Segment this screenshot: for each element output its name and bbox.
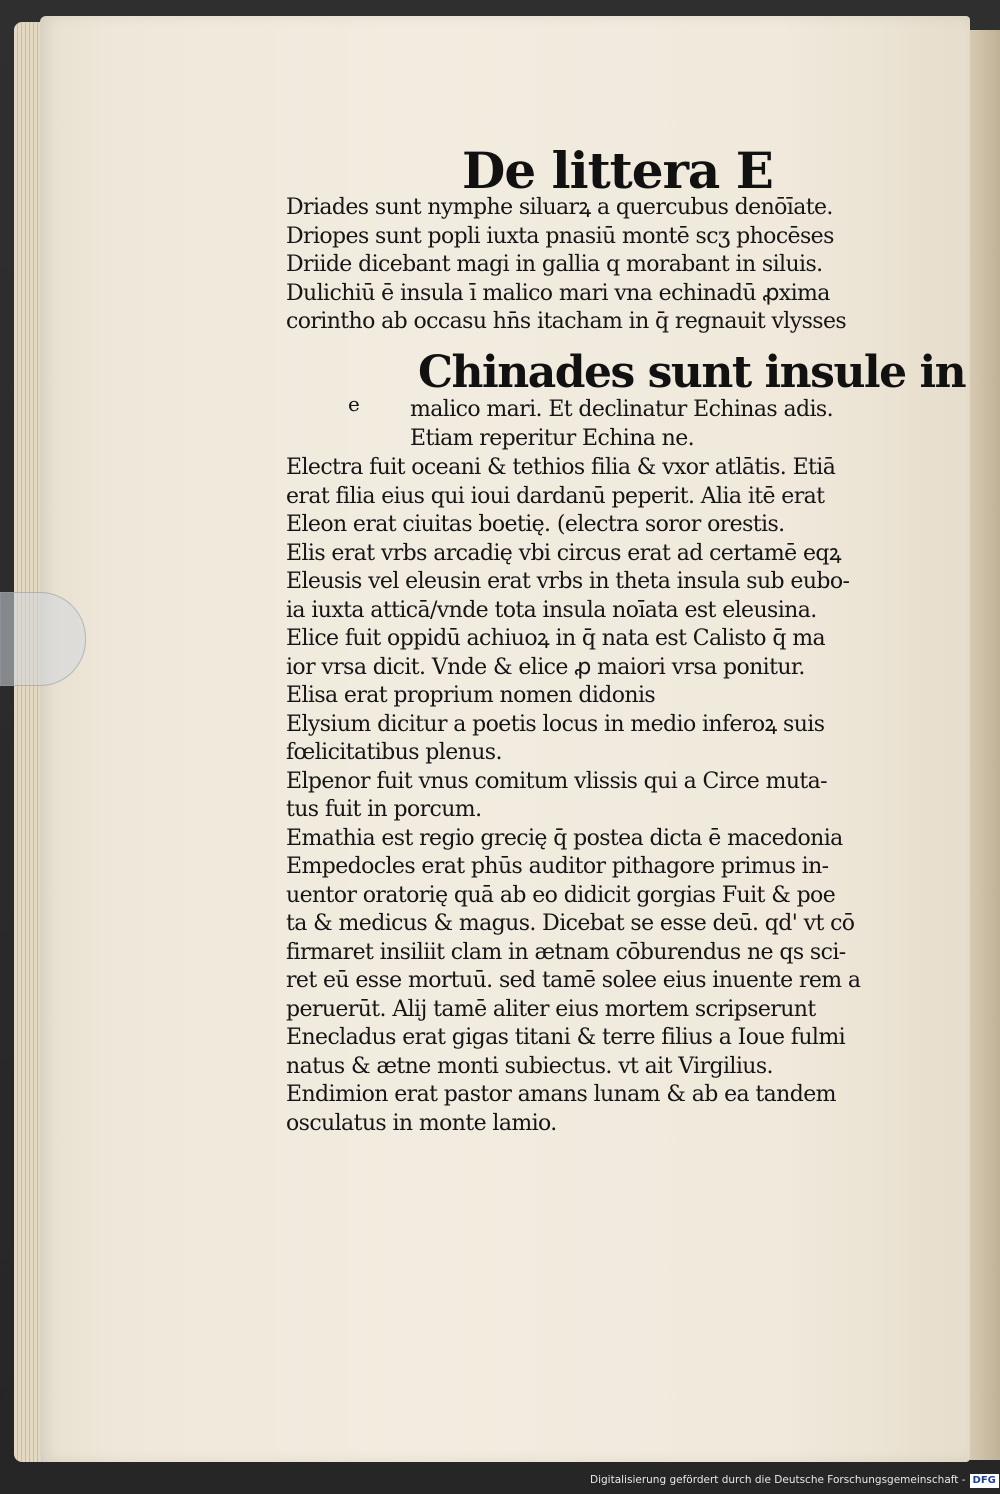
text-block-2 (410, 396, 900, 453)
text-line: osculatus in monte lamio. (286, 1110, 557, 1136)
credit-text: Digitalisierung gefördert durch die Deutsche Forschungsgemeinschaft - (590, 1474, 966, 1486)
text-line: Eleusis vel eleusin erat vrbs in theta insula sub eubo- (286, 569, 850, 594)
text-line: malico mari. Et declinatur Echinas adis. (410, 397, 833, 422)
text-line: Endimion erat pastor amans lunam & ab ea tandem (286, 1082, 836, 1107)
text-line: Etiam reperitur Echina ne. (410, 425, 695, 451)
page-heading: De littera E (462, 141, 773, 200)
small-initial-letter: e (348, 392, 360, 416)
text-line: Elpenor fuit vnus comitum vlissis qui a Circe muta- (286, 768, 828, 794)
text-line: peruerūt. Alij tamē aliter eius mortem scripserunt (286, 996, 816, 1022)
text-line: Dulichiū ē insula ī malico mari vna echinadū ꝓxima (286, 280, 830, 306)
text-line: Elice fuit oppidū achiuoꝝ in q̄ nata est Calisto q̄ ma (286, 626, 826, 651)
dfg-logo: DFG (970, 1474, 999, 1488)
text-line: ret eū esse mortuū. sed tamē solee eius inuente rem a (286, 968, 861, 993)
text-line: firmaret insiliit clam in ætnam cōburendus ne qs sci- (286, 939, 846, 965)
facing-page-edge (966, 30, 1000, 1460)
digitization-credit (590, 1470, 996, 1490)
text-line: natus & ætne monti subiectus. vt ait Virgilius. (286, 1053, 773, 1079)
text-line: Driopes sunt popli iuxta pnasiū montē scʒ phocēses (286, 223, 834, 249)
text-line: Emathia est regio grecię q̄ postea dicta ē macedonia (286, 825, 843, 851)
page-clip-holder (0, 592, 86, 686)
text-line: Driide dicebant magi in gallia q morabant in siluis. (286, 252, 823, 277)
text-line: Eleon erat ciuitas boetię. (electra soror orestis. (286, 512, 785, 537)
text-line: ta & medicus & magus. Dicebat se esse deū. qd' vt cō (286, 911, 855, 936)
text-line: Enecladus erat gigas titani & terre filius a Ioue fulmi (286, 1025, 846, 1050)
text-line: fœlicitatibus plenus. (286, 740, 502, 765)
text-line: Elis erat vrbs arcadię vbi circus erat ad certamē eqꝝ (286, 540, 841, 566)
text-line: Electra fuit oceani & tethios filia & vxor atlātis. Etiā (286, 455, 836, 480)
text-line: corintho ab occasu hn̄s itacham in q̄ regnauit vlysses (286, 309, 847, 334)
text-line: Driades sunt nymphe siluarꝝ a quercubus denōīate. (286, 195, 833, 220)
text-line: Empedocles erat phūs auditor pithagore primus in- (286, 854, 829, 879)
text-line: erat filia eius qui ioui dardanū peperit. Alia itē erat (286, 483, 825, 509)
text-block-3 (286, 454, 896, 1138)
text-line: ia iuxta atticā/vnde tota insula noīata est eleusina. (286, 597, 817, 623)
text-line: tus fuit in porcum. (286, 797, 482, 822)
entry-heading-large: Chinades sunt insule in (418, 347, 966, 398)
text-line: Elysium dicitur a poetis locus in medio inferoꝝ suis (286, 711, 825, 737)
text-line: ior vrsa dicit. Vnde & elice ꝓ maiori vrsa ponitur. (286, 654, 805, 680)
text-line: uentor oratorię quā ab eo didicit gorgias Fuit & poe (286, 882, 836, 908)
text-line: Elisa erat proprium nomen didonis (286, 683, 656, 708)
text-block-1 (286, 194, 896, 337)
